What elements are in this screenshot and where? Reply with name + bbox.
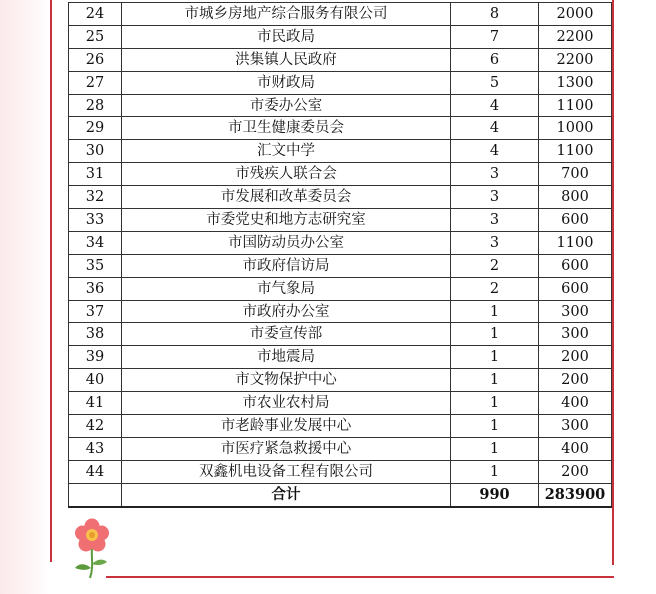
table-row (69, 209, 612, 232)
count-value: 1 (451, 415, 539, 438)
amount-value: 2200 (539, 25, 612, 48)
count-value: 3 (451, 231, 539, 254)
amount-value: 600 (539, 254, 612, 277)
unit-name: 市发展和改革委员会 (122, 186, 451, 209)
count-value: 1 (451, 346, 539, 369)
unit-name: 汇文中学 (122, 140, 451, 163)
unit-name: 市气象局 (122, 277, 451, 300)
amount-value: 800 (539, 186, 612, 209)
unit-name: 市财政局 (122, 71, 451, 94)
amount-value: 700 (539, 163, 612, 186)
table-row (69, 415, 612, 438)
row-number: 38 (69, 323, 122, 346)
unit-name: 市民政局 (122, 25, 451, 48)
row-number: 43 (69, 437, 122, 460)
count-value: 1 (451, 300, 539, 323)
row-number: 36 (69, 277, 122, 300)
count-value: 5 (451, 71, 539, 94)
row-number: 27 (69, 71, 122, 94)
unit-name: 洪集镇人民政府 (122, 48, 451, 71)
row-number: 28 (69, 94, 122, 117)
count-value: 2 (451, 277, 539, 300)
table-row (69, 346, 612, 369)
row-number: 34 (69, 231, 122, 254)
count-value: 3 (451, 186, 539, 209)
unit-name: 市城乡房地产综合服务有限公司 (122, 3, 451, 26)
table-row (69, 117, 612, 140)
count-value: 4 (451, 117, 539, 140)
count-value: 7 (451, 25, 539, 48)
unit-name: 市委党史和地方志研究室 (122, 209, 451, 232)
table-row (69, 392, 612, 415)
amount-value: 400 (539, 437, 612, 460)
table-row (69, 71, 612, 94)
flower-icon (72, 518, 112, 580)
table-row (69, 231, 612, 254)
count-value: 1 (451, 460, 539, 483)
amount-value: 200 (539, 460, 612, 483)
count-value: 1 (451, 369, 539, 392)
row-number: 39 (69, 346, 122, 369)
amount-value: 1100 (539, 140, 612, 163)
left-margin-gradient (0, 0, 50, 594)
row-number: 24 (69, 3, 122, 26)
unit-name: 市委宣传部 (122, 323, 451, 346)
row-number: 40 (69, 369, 122, 392)
frame-bottom-border (106, 576, 614, 578)
amount-value: 200 (539, 346, 612, 369)
amount-value: 600 (539, 277, 612, 300)
table-row (69, 437, 612, 460)
unit-name: 市残疾人联合会 (122, 163, 451, 186)
amount-value: 1300 (539, 71, 612, 94)
table-row (69, 186, 612, 209)
amount-value: 1100 (539, 231, 612, 254)
total-amount: 283900 (539, 483, 612, 506)
amount-value: 200 (539, 369, 612, 392)
count-value: 3 (451, 163, 539, 186)
row-number: 35 (69, 254, 122, 277)
unit-name: 市文物保护中心 (122, 369, 451, 392)
amount-value: 400 (539, 392, 612, 415)
unit-name: 市国防动员办公室 (122, 231, 451, 254)
amount-value: 2200 (539, 48, 612, 71)
document-page (52, 0, 612, 560)
count-value: 6 (451, 48, 539, 71)
row-number: 30 (69, 140, 122, 163)
row-number: 41 (69, 392, 122, 415)
total-count: 990 (451, 483, 539, 506)
total-number (69, 483, 122, 506)
row-number: 44 (69, 460, 122, 483)
amount-value: 1100 (539, 94, 612, 117)
unit-name: 市卫生健康委员会 (122, 117, 451, 140)
row-number: 26 (69, 48, 122, 71)
unit-name: 市医疗紧急救援中心 (122, 437, 451, 460)
count-value: 8 (451, 3, 539, 26)
amount-value: 2000 (539, 3, 612, 26)
unit-name: 市地震局 (122, 346, 451, 369)
amount-value: 1000 (539, 117, 612, 140)
table-row (69, 460, 612, 483)
table-body (69, 3, 612, 507)
count-value: 4 (451, 140, 539, 163)
table-row (69, 163, 612, 186)
unit-name: 市委办公室 (122, 94, 451, 117)
table-row (69, 300, 612, 323)
table-row (69, 3, 612, 26)
amount-value: 300 (539, 323, 612, 346)
unit-name: 市政府办公室 (122, 300, 451, 323)
table-row (69, 323, 612, 346)
count-value: 1 (451, 392, 539, 415)
table-row (69, 94, 612, 117)
unit-name: 双鑫机电设备工程有限公司 (122, 460, 451, 483)
total-row (69, 483, 612, 506)
count-value: 1 (451, 437, 539, 460)
row-number: 31 (69, 163, 122, 186)
table-row (69, 254, 612, 277)
table-row (69, 369, 612, 392)
amount-value: 300 (539, 300, 612, 323)
count-value: 2 (451, 254, 539, 277)
amount-value: 600 (539, 209, 612, 232)
row-number: 42 (69, 415, 122, 438)
count-value: 3 (451, 209, 539, 232)
row-number: 25 (69, 25, 122, 48)
table-row (69, 277, 612, 300)
table-row (69, 25, 612, 48)
row-number: 37 (69, 300, 122, 323)
total-label: 合计 (122, 483, 451, 506)
row-number: 33 (69, 209, 122, 232)
unit-name: 市政府信访局 (122, 254, 451, 277)
unit-name: 市农业农村局 (122, 392, 451, 415)
data-table (68, 2, 612, 508)
count-value: 4 (451, 94, 539, 117)
amount-value: 300 (539, 415, 612, 438)
table-row (69, 140, 612, 163)
count-value: 1 (451, 323, 539, 346)
table-row (69, 48, 612, 71)
frame-right-border (612, 0, 614, 565)
row-number: 32 (69, 186, 122, 209)
row-number: 29 (69, 117, 122, 140)
unit-name: 市老龄事业发展中心 (122, 415, 451, 438)
